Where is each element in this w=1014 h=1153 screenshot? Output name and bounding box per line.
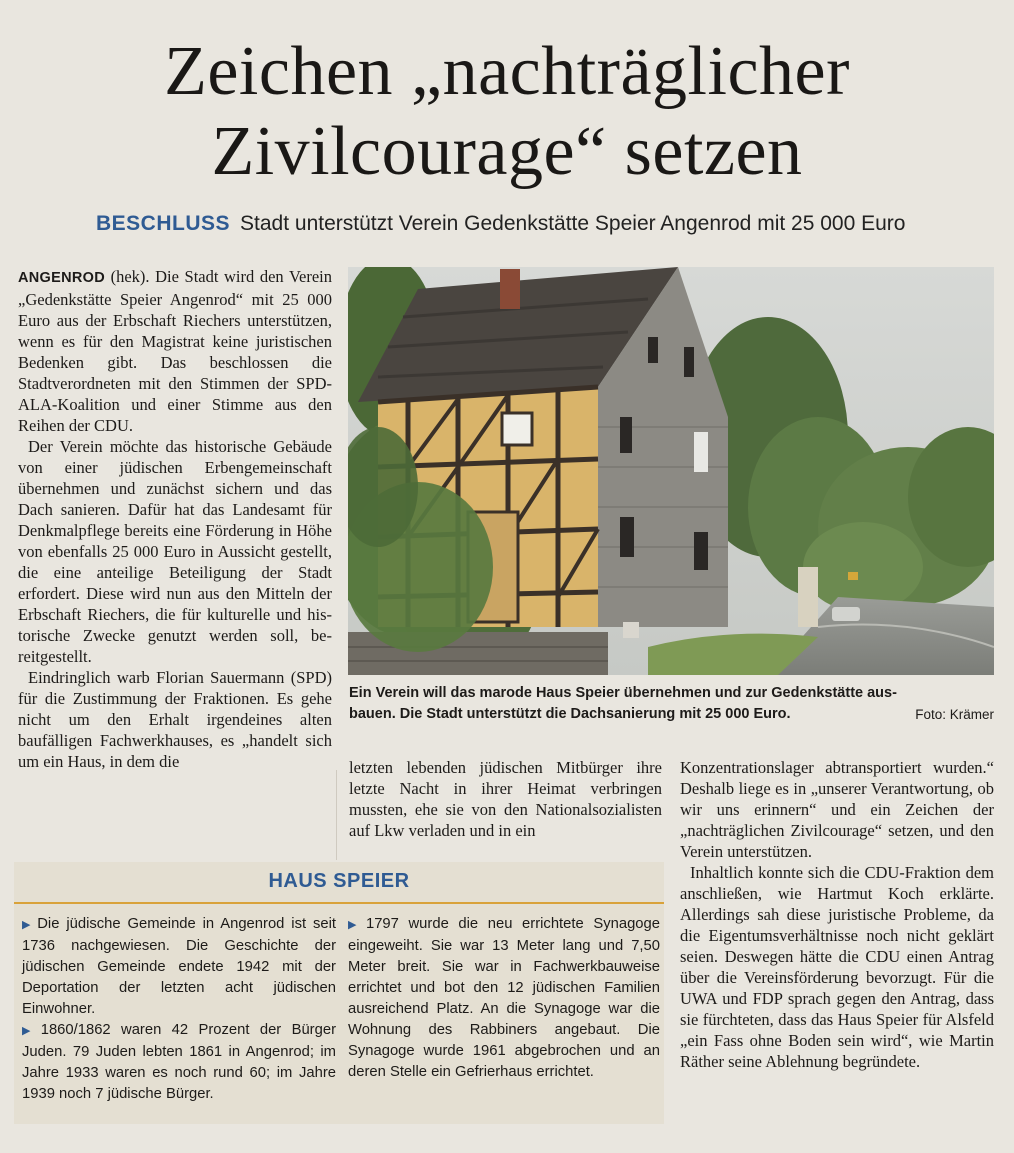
deck-text: Stadt unterstützt Verein Gedenkstätte Speier Angenrod mit 25 000 Euro [240, 212, 906, 235]
infobox-rule [14, 902, 664, 904]
article-paragraph: Inhaltlich konnte sich die CDU-Fraktion dem anschließen, wie Hartmut Koch erklärte. Allerdings sah diese juristische Probleme, da die Eigentumsverhältnisse noch nicht geklärt seien. Deswegen hätte die CDU einen Antrag über die Vereinsförderung bevorzugt. Für die UWA und FDP sprach gegen den Antrag, dass sie fürchteten, dass das Haus Speier für Alsfeld „ein Fass ohne Boden sein wird“, wie Martin Räther seine Ablehnung begründete. [680, 863, 994, 1071]
infobox-column-1 [22, 914, 336, 1105]
headline-line-1: Zeichen „nachträglicher [164, 33, 850, 110]
infobox-item [348, 914, 660, 1083]
article-column-1 [18, 266, 332, 772]
photo-caption [349, 683, 994, 725]
caption-text: Ein Verein will das marode Haus Speier übernehmen und zur Gedenkstätte ausbauen. Die Stadt unterstützt die Dachsanierung mit 25 000 Euro. [349, 685, 897, 722]
photo-credit: Foto: Krämer [915, 707, 994, 722]
article-column-2 [349, 757, 662, 841]
subheadline [96, 210, 976, 238]
infobox-item [22, 1020, 336, 1105]
article-paragraph [18, 266, 332, 436]
infobox-column-2 [348, 914, 660, 1083]
photo-illustration [348, 267, 994, 675]
article-paragraph: Konzentrationslager abtransportiert wurden.“ Deshalb liege es in „unserer Verantwortung, ob wir uns erinnern“ und ein Zeichen der „nachträglichen Zivilcourage“ setzen, und den Verein unterstützen. [680, 758, 994, 861]
article-column-3 [680, 757, 994, 1072]
headline [20, 32, 994, 192]
bullet-triangle-icon: ▶ [348, 919, 362, 931]
dateline: ANGENROD [18, 270, 105, 286]
kicker-label: BESCHLUSS [96, 212, 231, 235]
infobox-haus-speier [14, 862, 664, 1124]
infobox-title: HAUS SPEIER [268, 870, 410, 892]
article-paragraph: letzten lebenden jüdischen Mitbürger ihre letzte Nacht in ihrer Heimat verbringen mussten, ehe sie von den Nationalsozialisten auf Lkw verladen und in ein [349, 758, 662, 840]
infobox-item-text: Die jüdische Gemeinde in Angenrod ist seit 1736 nachgewiesen. Die Geschichte der jüdischen Gemeinde endete 1942 mit der Deportation der letzten acht jüdischen Einwohner. [22, 916, 336, 1017]
bullet-triangle-icon: ▶ [22, 919, 34, 931]
article-paragraph: Eindringlich warb Florian Sauermann (SPD) für die Zustimmung der Fraktionen. Es gehe nicht um den Erhalt irgendeines alten baufälligen Fachwerkhauses, es „handelt sich um ein Haus, in dem die [18, 668, 332, 771]
article-paragraph: Der Verein möchte das historische Gebäude von einer jüdischen Erbengemeinschaft übernehmen und zunächst sichern und das Dach sanieren. Dafür hat das Landesamt für Denkmalpflege bereits eine Förderung in Höhe von ebenfalls 25 000 Euro in Aussicht gestellt, die eine anteilige Beteiligung der Stadt erfordert. Diese wird nun aus den Mitteln der Erbschaft Riechers, die für kulturelle und historische Zwecke genutzt werden soll, bereitgestellt. [18, 437, 332, 666]
infobox-item-text: 1797 wurde die neu errichtete Synagoge eingeweiht. Sie war 13 Meter lang und 7,50 Meter breit. Sie war in Fachwerkbauweise errichtet und bot den 12 jüdischen Familien ausreichend Platz. An die Synagoge war die Wohnung des Rabbiners angebaut. Die Synagoge wurde 1961 abgebrochen und an deren Stelle ein Gefrierhaus errichtet. [348, 916, 660, 1080]
column-divider [336, 770, 337, 860]
headline-line-2: Zivilcourage“ setzen [211, 113, 803, 190]
infobox-item-text: 1860/1862 waren 42 Prozent der Bürger Juden. 79 Juden lebten 1861 in Angenrod; im Jahre 1933 waren es noch rund 60; im Jahre 1939 noch 7 jüdische Bürger. [22, 1022, 336, 1102]
article-paragraph-text: (hek). Die Stadt wird den Verein „Gedenkstätte Speier Angenrod“ mit 25 000 Euro aus der Erbschaft Riechers unterstützen, wenn es für den Magistrat keine juristischen Bedenken gibt. Das beschlossen die Stadtverordneten mit den Stimmen der SPD-ALA-Koalition und einer Stimme aus den Reihen der CDU. [18, 267, 333, 435]
infobox-item [22, 914, 336, 1020]
photo-haus-speier [348, 267, 994, 675]
bullet-triangle-icon: ▶ [22, 1025, 37, 1037]
